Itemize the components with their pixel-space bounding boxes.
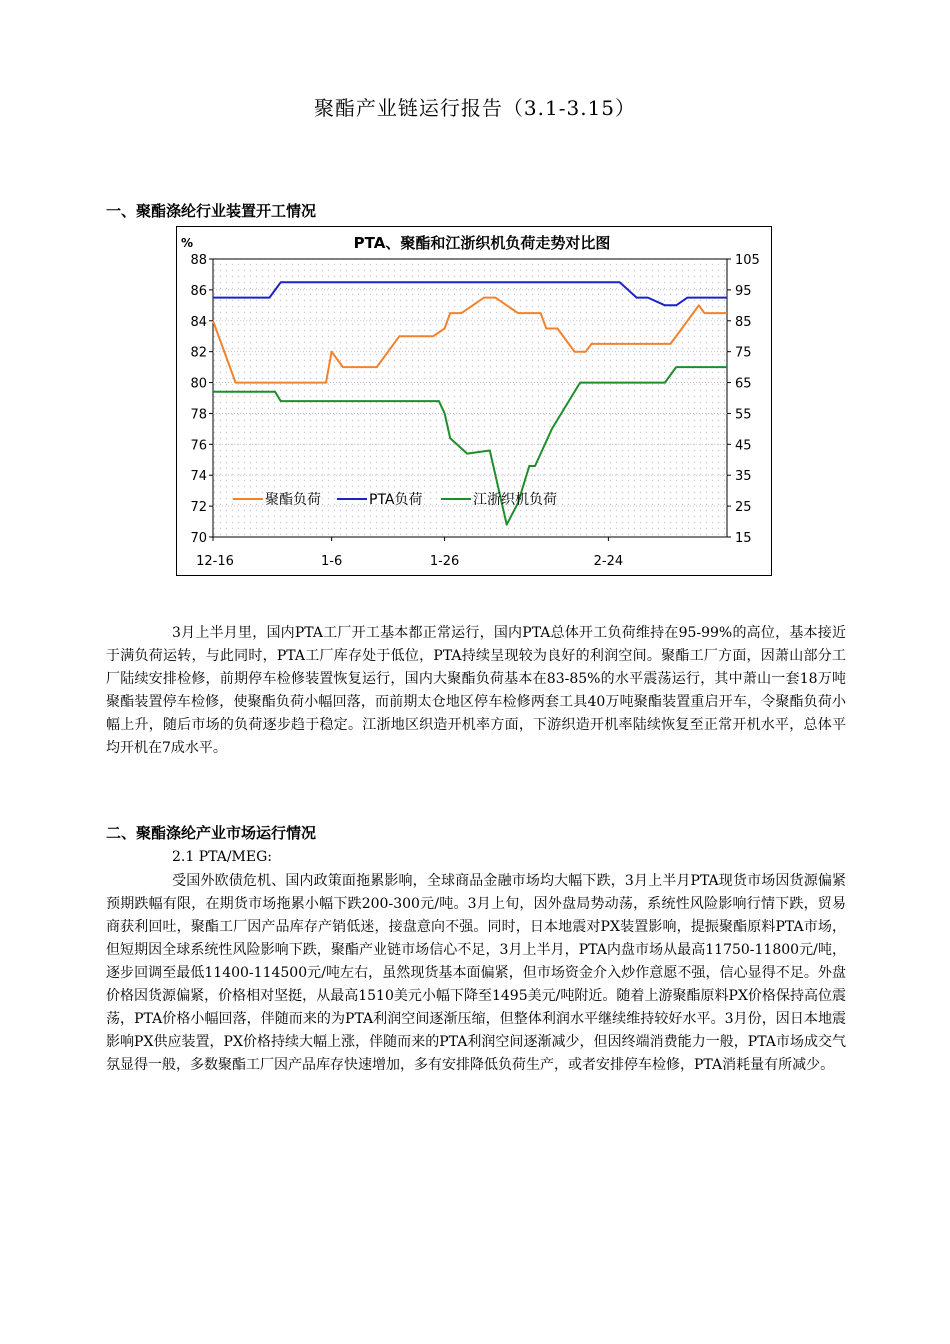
section2-paragraph-text: 受国外欧债危机、国内政策面拖累影响，全球商品金融市场均大幅下跌，3月上半月PTA现货市场因货源偏紧预期跌幅有限，在期货市场拖累小幅下跌200-300元/吨。3月上旬，因外盘局势动荡，系统性风险影响行情下跌，贸易商获利回吐，聚酯工厂因产品库存产销低迷，接盘意向不强。同时，日本地震对PX装置影响，提振聚酯原料PTA市场，但短期因全球系统性风险影响下跌，聚酯产业链市场信心不足，3月上半月，PTA内盘市场从最高11750-11800元/吨，逐步回调至最低11400-114500元/吨左右，虽然现货基本面偏紧，但市场资金介入炒作意愿不强，信心显得不足。外盘价格因货源偏紧，价格相对坚挺，从最高1510美元小幅下降至1495美元/吨附近。随着上游聚酯原料PX价格保持高位震荡，PTA价格小幅回落，伴随而来的为PTA利润空间逐渐压缩，但整体利润水平继续维持较好水平。3月份，因日本地震影响PX供应装置，PX价格持续大幅上涨，伴随而来的PTA利润空间逐渐减少，但因终端消费能力一般，PTA市场成交气氛显得一般，多数聚酯工厂因产品库存快速增加，多有安排降低负荷生产，或者安排停车检修，PTA消耗量有所减少。 (106, 873, 846, 1073)
legend-label: 江浙织机负荷 (473, 492, 557, 508)
x-tick-label: 2-24 (593, 554, 624, 569)
y-right-tick-label: 85 (735, 314, 752, 330)
y-left-tick-label: 80 (190, 376, 207, 392)
document-title: 聚酯产业链运行报告（3.1-3.15） (313, 96, 637, 120)
section1-heading: 一、聚酯涤纶行业装置开工情况 (106, 202, 317, 220)
y-left-tick-label: 86 (190, 283, 207, 299)
y-right-tick-label: 55 (735, 407, 752, 423)
x-tick-label: 1-6 (320, 554, 343, 569)
y-right-tick-label: 25 (735, 500, 752, 516)
chart-title: PTA、聚酯和江浙织机负荷走势对比图 (353, 234, 611, 252)
y-left-tick-label: 74 (190, 469, 207, 485)
y-left-tick-label: 88 (190, 253, 207, 268)
y-right-tick-label: 75 (735, 345, 752, 361)
legend-label: 聚酯负荷 (265, 492, 321, 508)
y-left-tick-label: 76 (190, 438, 207, 454)
y-left-unit: % (181, 236, 194, 250)
y-left-tick-label: 70 (190, 531, 207, 546)
x-tick-label: 12-16 (196, 554, 234, 569)
y-right-tick-label: 95 (735, 283, 752, 299)
y-right-tick-label: 35 (735, 469, 752, 485)
y-right-tick-label: 45 (735, 438, 752, 454)
x-tick-label: 1-26 (429, 554, 460, 569)
section2-paragraph (106, 870, 846, 1077)
section2-subheading: 2.1 PTA/MEG: (172, 849, 272, 865)
y-left-tick-label: 84 (190, 314, 207, 330)
y-right-tick-label: 15 (735, 531, 752, 546)
y-left-tick-label: 72 (190, 500, 207, 516)
legend-label: PTA负荷 (369, 492, 423, 508)
section1-paragraph-text: 3月上半月里，国内PTA工厂开工基本都正常运行，国内PTA总体开工负荷维持在95-99%的高位，基本接近于满负荷运转，与此同时，PTA工厂库存处于低位，PTA持续呈现较为良好的利润空间。聚酯工厂方面，因萧山部分工厂陆续安排检修，前期停车检修装置恢复运行，国内大聚酯负荷基本在83-85%的水平震荡运行，其中萧山一套18万吨聚酯装置停车检修，使聚酯负荷小幅回落，而前期太仓地区停车检修两套工具40万吨聚酯装置重启开车，令聚酯负荷小幅上升，随后市场的负荷逐步趋于稳定。江浙地区织造开机率方面，下游织造开机率陆续恢复至正常开机水平，总体平均开机在7成水平。 (106, 625, 846, 756)
y-left-tick-label: 78 (190, 407, 207, 423)
y-right-tick-label: 105 (735, 253, 760, 268)
section2-heading: 二、聚酯涤纶产业市场运行情况 (106, 824, 317, 842)
section1-paragraph (106, 622, 846, 760)
load-comparison-chart (176, 226, 772, 576)
chart-svg (177, 227, 771, 575)
y-right-tick-label: 65 (735, 376, 752, 392)
y-left-tick-label: 82 (190, 345, 207, 361)
